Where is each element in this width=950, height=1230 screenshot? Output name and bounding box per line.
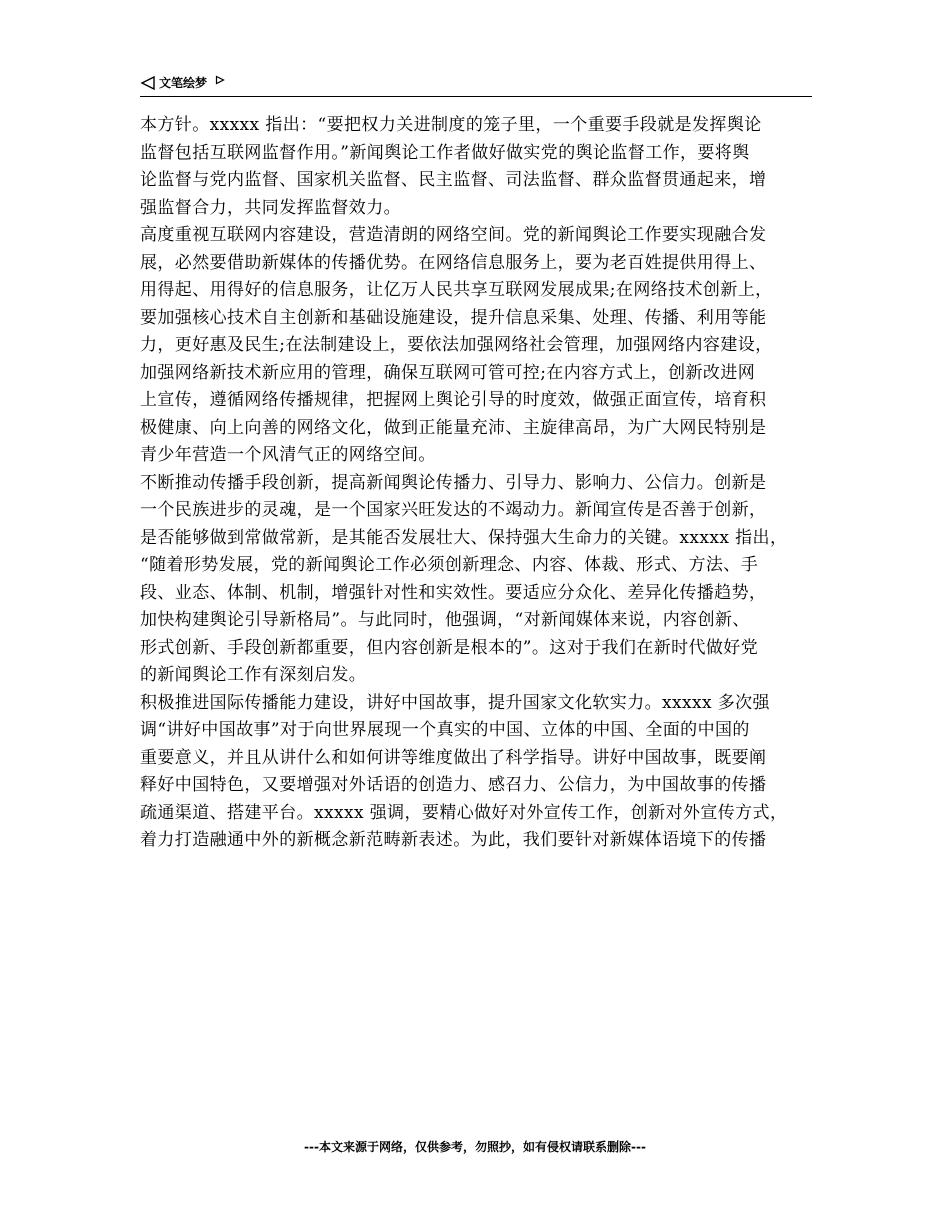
text-line: 形式创新、手段创新都重要，但内容创新是根本的”。这对于我们在新时代做好党 [140,637,759,658]
text-line: 力，更好惠及民生;在法制建设上，要依法加强网络社会管理，加强网络内容建设， [140,335,773,355]
text-line: 积极推进国际传播能力建设，讲好中国故事，提升国家文化软实力。xxxxx 多次强 [140,692,770,713]
text-line: 上宣传，遵循网络传播规律，把握网上舆论引导的时度效，做强正面宣传，培育积 [140,390,767,410]
text-line: 是否能够做到常做常新，是其能否发展壮大、保持强大生命力的关键。xxxxx 指出， [140,527,788,548]
text-line: 强监督合力，共同发挥监督效力。 [140,197,401,218]
text-line: 加快构建舆论引导新格局”。与此同时，他强调，“对新闻媒体来说，内容创新、 [140,610,750,630]
page-header [140,72,812,97]
text-line: 疏通渠道、搭建平台。xxxxx 强调，要精心做好对外宣传工作，创新对外宣传方式， [140,802,788,823]
text-line: “随着形势发展，党的新闻舆论工作必须创新理念、内容、体裁、形式、方法、手 [140,555,759,575]
text-line: 极健康、向上向善的网络文化，做到正能量充沛、主旋律高昂，为广大网民特别是 [140,417,767,438]
document-body [140,112,820,855]
text-line: 重要意义，并且从讲什么和如何讲等维度做出了科学指导。讲好中国故事，既要阐 [140,747,767,768]
text-line: 要加强核心技术自主创新和基础设施建设，提升信息采集、处理、传播、利用等能 [140,307,767,328]
text-line: 监督包括互联网监督作用。”新闻舆论工作者做好做实党的舆论监督工作，要将舆 [140,142,750,163]
paragraph-1 [140,112,820,222]
triangle-right-outline-icon [215,75,225,85]
paragraph-2 [140,222,820,470]
text-line: 用得起、用得好的信息服务，让亿万人民共享互联网发展成果;在网络技术创新上， [140,280,773,300]
footer-disclaimer: ---本文来源于网络，仅供参考，勿照抄，如有侵权请联系删除--- [304,1140,646,1154]
text-line: 释好中国特色，又要增强对外话语的创造力、感召力、公信力，为中国故事的传播 [140,775,767,795]
triangle-left-outline-icon [140,75,156,91]
text-line: 展，必然要借助新媒体的传播优势。在网络信息服务上，要为老百姓提供用得上、 [140,252,767,273]
brand [140,74,225,91]
text-line: 高度重视互联网内容建设，营造清朗的网络空间。党的新闻舆论工作要实现融合发 [140,225,767,245]
brand-name: 文笔绘梦 [159,76,208,90]
text-line: 本方针。xxxxx 指出：“要把权力关进制度的笼子里，一个重要手段就是发挥舆论 [140,115,762,135]
text-line: 不断推动传播手段创新，提高新闻舆论传播力、引导力、影响力、公信力。创新是 [140,472,767,493]
text-line: 论监督与党内监督、国家机关监督、民主监督、司法监督、群众监督贯通起来，增 [140,170,767,190]
text-line: 加强网络新技术新应用的管理，确保互联网可管可控;在内容方式上，创新改进网 [140,362,756,383]
text-line: 一个民族进步的灵魂，是一个国家兴旺发达的不竭动力。新闻宣传是否善于创新， [140,500,767,520]
text-line: 段、业态、体制、机制，增强针对性和实效性。要适应分众化、差异化传播趋势， [140,582,767,603]
text-line: 着力打造融通中外的新概念新范畴新表述。为此，我们要针对新媒体语境下的传播 [140,830,767,850]
text-line: 的新闻舆论工作有深刻启发。 [140,665,367,685]
text-line: 调“讲好中国故事”对于向世界展现一个真实的中国、立体的中国、全面的中国的 [140,720,750,740]
text-line: 青少年营造一个风清气正的网络空间。 [140,445,436,465]
paragraph-3 [140,470,820,690]
paragraph-4 [140,690,820,855]
